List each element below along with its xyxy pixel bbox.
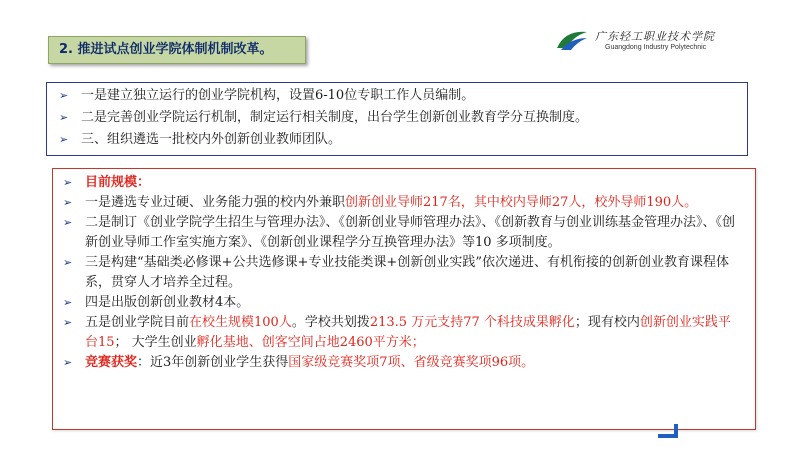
school-name-en: Guangdong Industry Polytechnic [605,44,707,51]
list-item-text: 五是创业学院目前 [85,315,190,330]
arrow-bullet-icon: ➢ [63,196,73,209]
list-item-text: ；现有校内 [574,315,640,330]
arrow-bullet-icon: ➢ [59,133,69,146]
school-emblem-icon [555,28,589,52]
arrow-bullet-icon: ➢ [63,176,73,189]
highlight-text: 国家级竞赛奖项7项、省级竞赛奖项96项。 [288,355,535,370]
scale-heading: 目前规模： [85,175,151,190]
corner-mark [658,424,678,438]
list-item-text: 一是遴选专业过硬、业务能力强的校内外兼职 [85,195,346,210]
list-item [59,108,747,128]
reform-measures-box [46,82,748,156]
arrow-bullet-icon: ➢ [63,216,73,229]
highlight-text: 在校生规模100人 [189,315,292,330]
list-item [63,353,755,373]
list-item-text: 三是构建“基础类必修课+公共选修课+专业技能类课+创新创业实践”依次递进、有机衔接的创新创业教育课程体系，贯穿人才培养全过程。 [85,255,729,290]
list-item [63,173,755,193]
highlight-text: 创新创业导师217名，其中校内导师27人，校外导师190人。 [345,195,698,210]
arrow-bullet-icon: ➢ [63,296,73,309]
highlight-text: 竞赛获奖 [85,355,138,370]
list-item-text: 三、组织遴选一批校内外创新创业教师团队。 [81,132,342,147]
list-item [63,253,755,293]
list-item-text: ：近3年创新创业学生获得 [137,355,289,370]
list-item [63,293,755,313]
arrow-bullet-icon: ➢ [63,356,73,369]
list-item-text: ； 大学生创业 [114,335,197,350]
school-logo [555,22,745,62]
arrow-bullet-icon: ➢ [63,316,73,329]
list-item [59,86,747,106]
list-item [63,313,755,353]
arrow-bullet-icon: ➢ [63,256,73,269]
arrow-bullet-icon: ➢ [59,89,69,102]
school-name-cn: 广东轻工职业技术学院 [595,30,715,43]
highlight-text: 孵化基地、创客空间占地2460平方米； [196,335,425,350]
arrow-bullet-icon: ➢ [59,111,69,124]
list-item-text: 四是出版创新创业教材4本。 [85,295,250,310]
slide-title: 2. 推进试点创业学院体制机制改革。 [48,36,306,64]
list-item-text: 二是完善创业学院运行机制，制定运行相关制度，出台学生创新创业教育学分互换制度。 [81,110,589,125]
list-item-text: 。学校共划拨 [291,315,370,330]
highlight-text: 创新创业实践平台15 [85,315,731,350]
current-scale-box [52,168,756,430]
highlight-text: 213.5 万元支持77 个科技成果孵化 [369,315,575,330]
list-item-text: 一是建立独立运行的创业学院机构，设置6-10位专职工作人员编制。 [81,88,475,103]
list-item [63,213,755,253]
list-item-text: 二是制订《创业学院学生招生与管理办法》、《创新创业导师管理办法》、《创新教育与创业训练基金管理办法》、《创新创业导师工作室实施方案》、《创新创业课程学分互换管理办法》等10 多项制度。 [85,215,736,250]
list-item [59,130,747,150]
list-item [63,193,755,213]
